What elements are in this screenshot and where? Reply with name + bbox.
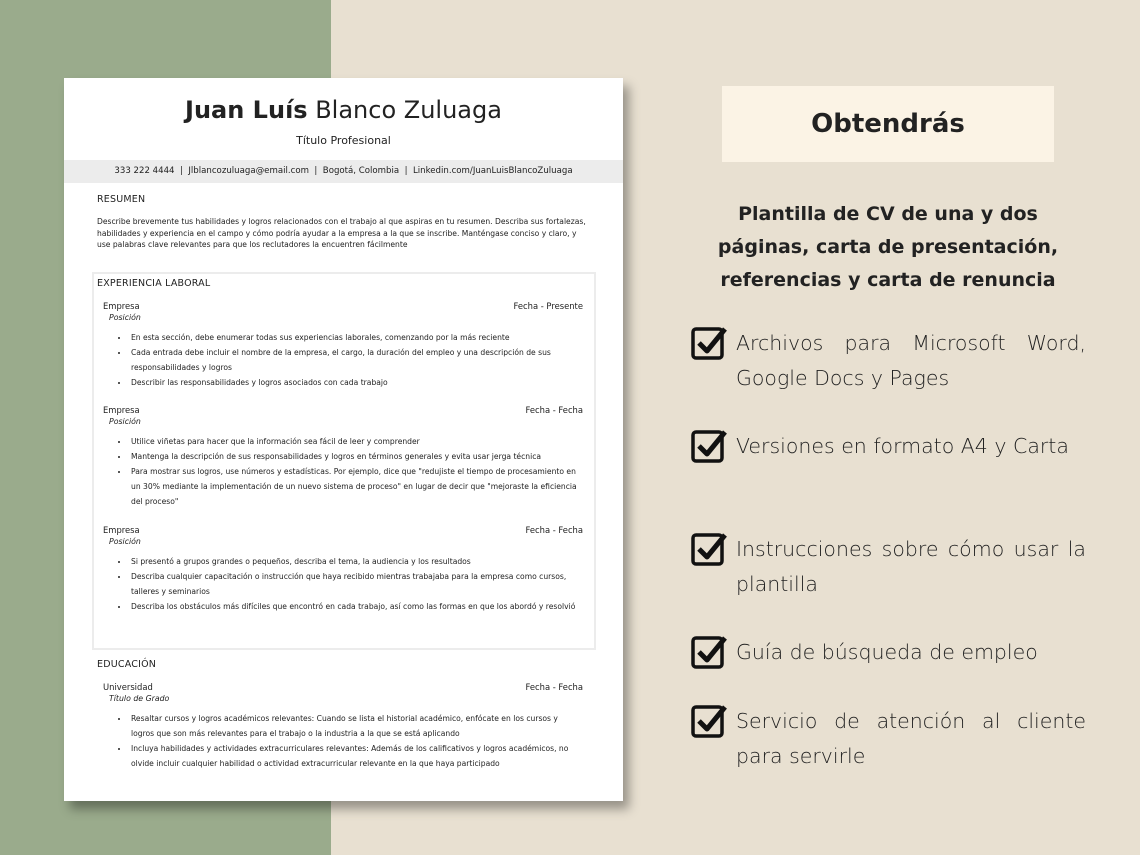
checkbox-checked-icon (690, 529, 728, 567)
bullet-item: • Para mostrar sus logros, use números y estadísticas. Por ejemplo, dice que "redujiste el tiempo de procesamiento en un 30% mediante la implementación de un nuevo sistema de proceso" en lugar de decir que "mejoraste la eficiencia del proceso" (129, 464, 583, 509)
bullet-item: • Incluya habilidades y actividades extracurriculares relevantes: Además de los calificativos y logros académicos, no olvide incluir cualquier habilidad o actividad extracurricular relevante en la que haya participado (129, 741, 583, 771)
feature-text: Servicio de atención al cliente para servirle (736, 709, 1086, 768)
entry-dates: Fecha - Fecha (525, 405, 583, 415)
feature-text: Guía de búsqueda de empleo (736, 640, 1038, 664)
entry-dates: Fecha - Fecha (525, 682, 583, 692)
entry-bullets (129, 434, 583, 509)
last-name: Blanco Zuluaga (315, 96, 502, 124)
job-entry (103, 301, 583, 390)
entry-bullets (129, 711, 583, 771)
bullet-item: • Mantenga la descripción de sus responsabilidades y logros en términos generales y evita usar jerga técnica (129, 449, 583, 464)
summary-text: Describe brevemente tus habilidades y logros relacionados con el trabajo al que aspiras en tu resumen. Describa sus fortalezas, habilidades y experiencia en el campo y cómo podría ayudar a la empresa a la que se inscribe. Manténgase conciso y claro, y use palabras clave relevantes para que los reclutadores la encuentren fácilmente (97, 217, 586, 249)
contact-bar: 333 222 4444 | Jlblancozuluaga@email.com | Bogotá, Colombia | Linkedin.com/JuanLuisBlancoZuluaga (64, 160, 623, 183)
entry-org: Empresa (103, 525, 140, 535)
feature-item (690, 704, 1090, 774)
bullet-item: • Resaltar cursos y logros académicos relevantes: Cuando se lista el historial académico, enfócate en los cursos y logros que son más relevantes para el trabajo o la industria a la que se está aplicando (129, 711, 583, 741)
feature-item (690, 635, 1090, 670)
entry-bullets (129, 330, 583, 390)
bullet-item: • Describa los obstáculos más difíciles que encontró en cada trabajo, así como las formas en que los abordó y resolvió (129, 599, 583, 614)
checkbox-checked-icon (690, 323, 728, 361)
resume-title: Título Profesional (296, 134, 391, 147)
entry-org: Universidad (103, 682, 153, 692)
entry-bullets (129, 554, 583, 614)
checkbox-checked-icon (690, 632, 728, 670)
feature-item (690, 429, 1090, 464)
feature-item (690, 326, 1090, 396)
job-entry (103, 525, 583, 614)
education-entry (103, 682, 583, 771)
checkbox-checked-icon (690, 701, 728, 739)
bullet-item: • Si presentó a grupos grandes o pequeños, describa el tema, la audiencia y los resultados (129, 554, 583, 569)
promo-intro: Plantilla de CV de una y dos páginas, carta de presentación, referencias y carta de renuncia (717, 203, 1059, 291)
feature-text: Instrucciones sobre cómo usar la plantilla (736, 537, 1086, 596)
education-heading: EDUCACIÓN (97, 659, 157, 670)
job-entry (103, 405, 583, 509)
entry-position: Posición (109, 313, 141, 322)
bullet-item: • Describa cualquier capacitación o instrucción que haya recibido mientras trabajaba para la empresa como cursos, talleres y seminarios (129, 569, 583, 599)
entry-position: Posición (109, 417, 141, 426)
checkbox-checked-icon (690, 426, 728, 464)
entry-dates: Fecha - Presente (513, 301, 583, 311)
entry-org: Empresa (103, 405, 140, 415)
resume-page (64, 78, 623, 801)
first-name: Juan Luís (185, 96, 308, 124)
experience-heading: EXPERIENCIA LABORAL (97, 278, 211, 289)
bullet-item: • Utilice viñetas para hacer que la información sea fácil de leer y comprender (129, 434, 583, 449)
promo-heading: Obtendrás (722, 86, 1054, 162)
feature-text: Archivos para Microsoft Word, Google Docs y Pages (736, 331, 1086, 390)
feature-item (690, 532, 1090, 602)
resume-name (64, 96, 623, 124)
entry-position: Título de Grado (109, 694, 170, 703)
entry-position: Posición (109, 537, 141, 546)
summary-heading: RESUMEN (97, 194, 146, 205)
bullet-item: • En esta sección, debe enumerar todas sus experiencias laborales, comenzando por la más reciente (129, 330, 583, 345)
feature-text: Versiones en formato A4 y Carta (736, 434, 1069, 458)
bullet-item: • Describir las responsabilidades y logros asociados con cada trabajo (129, 375, 583, 390)
bullet-item: • Cada entrada debe incluir el nombre de la empresa, el cargo, la duración del empleo y una descripción de sus responsabilidades y logros (129, 345, 583, 375)
entry-org: Empresa (103, 301, 140, 311)
entry-dates: Fecha - Fecha (525, 525, 583, 535)
